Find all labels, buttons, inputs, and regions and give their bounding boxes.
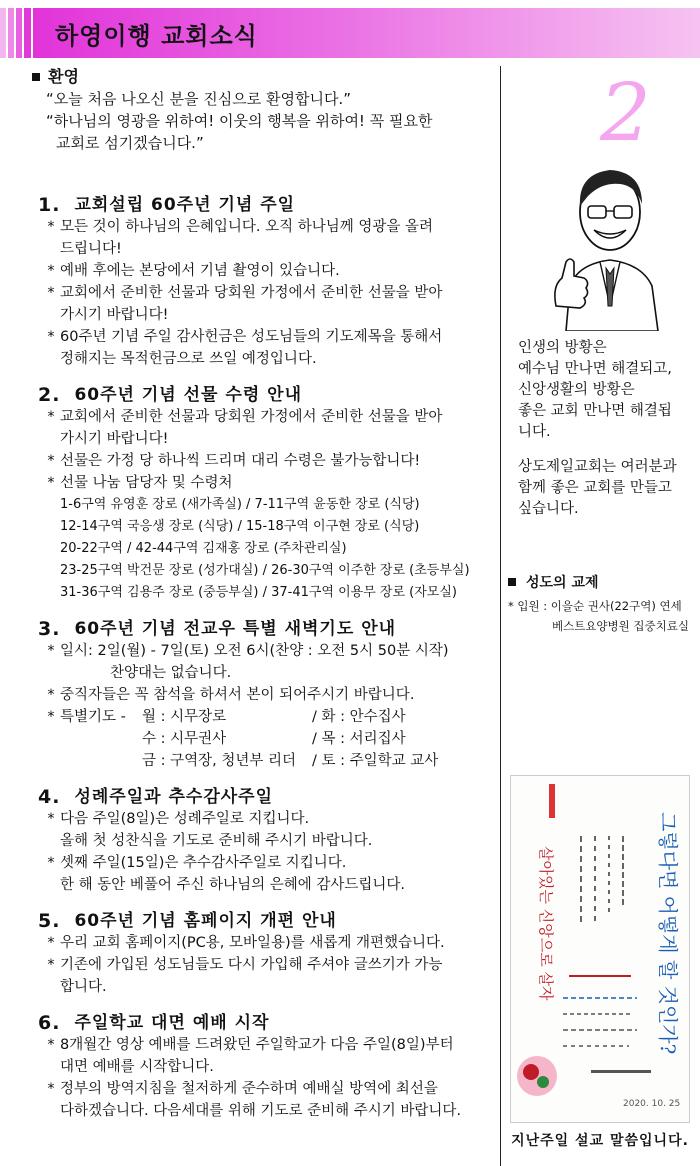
- section-4: [32, 786, 494, 896]
- column-divider: [500, 66, 501, 1166]
- header-stripe: [8, 8, 14, 58]
- calligraphy-artwork: [510, 775, 690, 1123]
- calligraphy-side-text: 살아있는 신앙으로 살자: [537, 846, 555, 1001]
- special-prayer: * 특별기도 - 월 : 시무장로 / 화 : 안수집사: [47, 709, 406, 725]
- pickup-location: 23-25구역 박건문 장로 (성가대실) / 26-30구역 이주한 장로 (초등부실): [60, 563, 470, 578]
- welcome-heading: [32, 66, 494, 88]
- header-stripe: [24, 8, 31, 58]
- pastor-caricature-icon: [548, 156, 673, 331]
- section-heading: 3. 60주년 기념 전교우 특별 새벽기도 안내: [38, 618, 397, 640]
- header-stripe: [0, 8, 6, 58]
- sidebar-line: 신앙생활의 방황은: [518, 382, 635, 398]
- pickup-location: 12-14구역 국응생 장로 (식당) / 15-18구역 이구현 장로 (식당): [60, 519, 420, 534]
- section-heading: 5. 60주년 기념 홈페이지 개편 안내: [38, 910, 337, 932]
- header-stripe: [16, 8, 22, 58]
- prayer-heading: 성도의 교제: [508, 572, 599, 592]
- list-item: * 선물은 가정 당 하나씩 드리며 대리 수령은 불가능합니다!: [47, 453, 421, 469]
- list-item-cont: 대면 예배를 시작합니다.: [60, 1059, 214, 1075]
- section-heading: 1. 교회설립 60주년 기념 주일: [38, 194, 296, 216]
- pickup-location: 1-6구역 유영훈 장로 (새가족실) / 7-11구역 윤동한 장로 (식당): [60, 497, 420, 512]
- prayer-body: [508, 596, 698, 636]
- section-heading: 6. 주일학교 대면 예배 시작: [38, 1012, 270, 1034]
- section-3: [32, 618, 494, 772]
- welcome-line: “하나님의 영광을 위하여! 이웃의 행복을 위하여! 꼭 필요한: [46, 112, 433, 130]
- welcome-line: “오늘 처음 나오신 분을 진심으로 환영합니다.”: [46, 90, 351, 108]
- header-banner: [0, 8, 700, 58]
- welcome-heading-label: 환영: [48, 67, 79, 86]
- special-prayer: 수 : 시무권사 / 목 : 서리집사: [142, 731, 406, 747]
- section-2: [32, 384, 494, 604]
- section-1: [32, 194, 494, 370]
- list-item-cont: 합니다.: [60, 979, 107, 995]
- list-item: * 모든 것이 하나님의 은혜입니다. 오직 하나님께 영광을 올려: [47, 219, 434, 235]
- sidebar-line: 함께 좋은 교회를 만들고: [518, 480, 672, 496]
- list-item-cont: 한 해 동안 베풀어 주신 하나님의 은혜에 감사드립니다.: [60, 877, 406, 893]
- list-item-cont: 다하겠습니다. 다음세대를 위해 기도로 준비해 주시기 바랍니다.: [60, 1103, 462, 1119]
- sidebar-line: 싶습니다.: [518, 501, 579, 517]
- pickup-location: 31-36구역 김용주 장로 (중등부실) / 37-41구역 이용무 장로 (자모실): [60, 585, 457, 600]
- list-item-cont: 가시기 바랍니다!: [60, 431, 169, 447]
- list-item: * 다음 주일(8일)은 성례주일로 지킵니다.: [47, 811, 310, 827]
- list-item: * 8개월간 영상 예배를 드려왔던 주일학교가 다음 주일(8일)부터: [47, 1037, 454, 1053]
- list-item-cont: 정해지는 목적헌금으로 쓰일 예정입니다.: [60, 351, 317, 367]
- sidebar-line: 상도제일교회는 여러분과: [518, 459, 677, 475]
- prayer-line: 베스트요양병원 집중치료실: [552, 619, 689, 633]
- calligraphy-caption: 지난주일 설교 말씀입니다.: [511, 1133, 689, 1149]
- list-item: * 60주년 기념 주일 감사헌금은 성도님들의 기도제목을 통해서: [47, 329, 443, 345]
- calligraphy-main-text: 그렇다면 어떻게 할 것인가?: [656, 812, 680, 1055]
- section-6: [32, 1012, 494, 1122]
- list-item: * 우리 교회 홈페이지(PC용, 모바일용)를 새롭게 개편했습니다.: [47, 935, 445, 951]
- list-item: * 선물 나눔 담당자 및 수령처: [47, 475, 233, 491]
- list-item: * 예배 후에는 본당에서 기념 촬영이 있습니다.: [47, 263, 340, 279]
- list-item: * 일시: 2일(월) - 7일(토) 오전 6시(찬양 : 오전 5시 50분 시작): [47, 643, 449, 659]
- section-5: [32, 910, 494, 998]
- special-prayer: 금 : 구역장, 청년부 리더 / 토 : 주일학교 교사: [142, 753, 439, 769]
- pickup-location: 20-22구역 / 42-44구역 김재홍 장로 (주차관리실): [60, 541, 347, 556]
- list-item: * 교회에서 준비한 선물과 당회원 가정에서 준비한 선물을 받아: [47, 285, 443, 301]
- calligraphy-svg: [511, 776, 689, 1122]
- list-item: * 중직자들은 꼭 참석을 하셔서 본이 되어주시기 바랍니다.: [47, 687, 415, 703]
- prayer-line: * 입원 : 이을순 권사(22구역) 연세: [508, 599, 682, 613]
- square-bullet-icon: [32, 73, 40, 81]
- list-item: * 셋째 주일(15일)은 추수감사주일로 지킵니다.: [47, 855, 347, 871]
- calligraphy-date: 2020. 10. 25: [623, 1099, 681, 1109]
- sidebar-line: 니다.: [518, 424, 551, 440]
- welcome-line: 교회로 섬기겠습니다.”: [56, 134, 204, 152]
- sidebar-message: [518, 338, 693, 534]
- sidebar-line: 인생의 방황은: [518, 340, 607, 356]
- list-item-cont: 가시기 바랍니다!: [60, 307, 169, 323]
- list-item-cont: 찬양대는 없습니다.: [110, 665, 232, 681]
- list-item: * 기존에 가입된 성도님들도 다시 가입해 주셔야 글쓰기가 가능: [47, 957, 443, 973]
- list-item-cont: 드립니다!: [60, 241, 122, 257]
- page-title: 하영이행 교회소식: [55, 22, 258, 50]
- sidebar-line: 좋은 교회 만나면 해결됩: [518, 403, 672, 419]
- list-item: * 교회에서 준비한 선물과 당회원 가정에서 준비한 선물을 받아: [47, 409, 443, 425]
- list-item-cont: 올해 첫 성찬식을 기도로 준비해 주시기 바랍니다.: [60, 833, 373, 849]
- square-bullet-icon: [508, 578, 516, 586]
- section-heading: 4. 성례주일과 추수감사주일: [38, 786, 274, 808]
- page-number: 2: [600, 66, 651, 159]
- list-item: * 정부의 방역지침을 철저하게 준수하며 예배실 방역에 최선을: [47, 1081, 438, 1097]
- news-column: [32, 66, 494, 1122]
- sidebar-line: 예수님 만나면 해결되고,: [518, 361, 672, 377]
- section-heading: 2. 60주년 기념 선물 수령 안내: [38, 384, 303, 406]
